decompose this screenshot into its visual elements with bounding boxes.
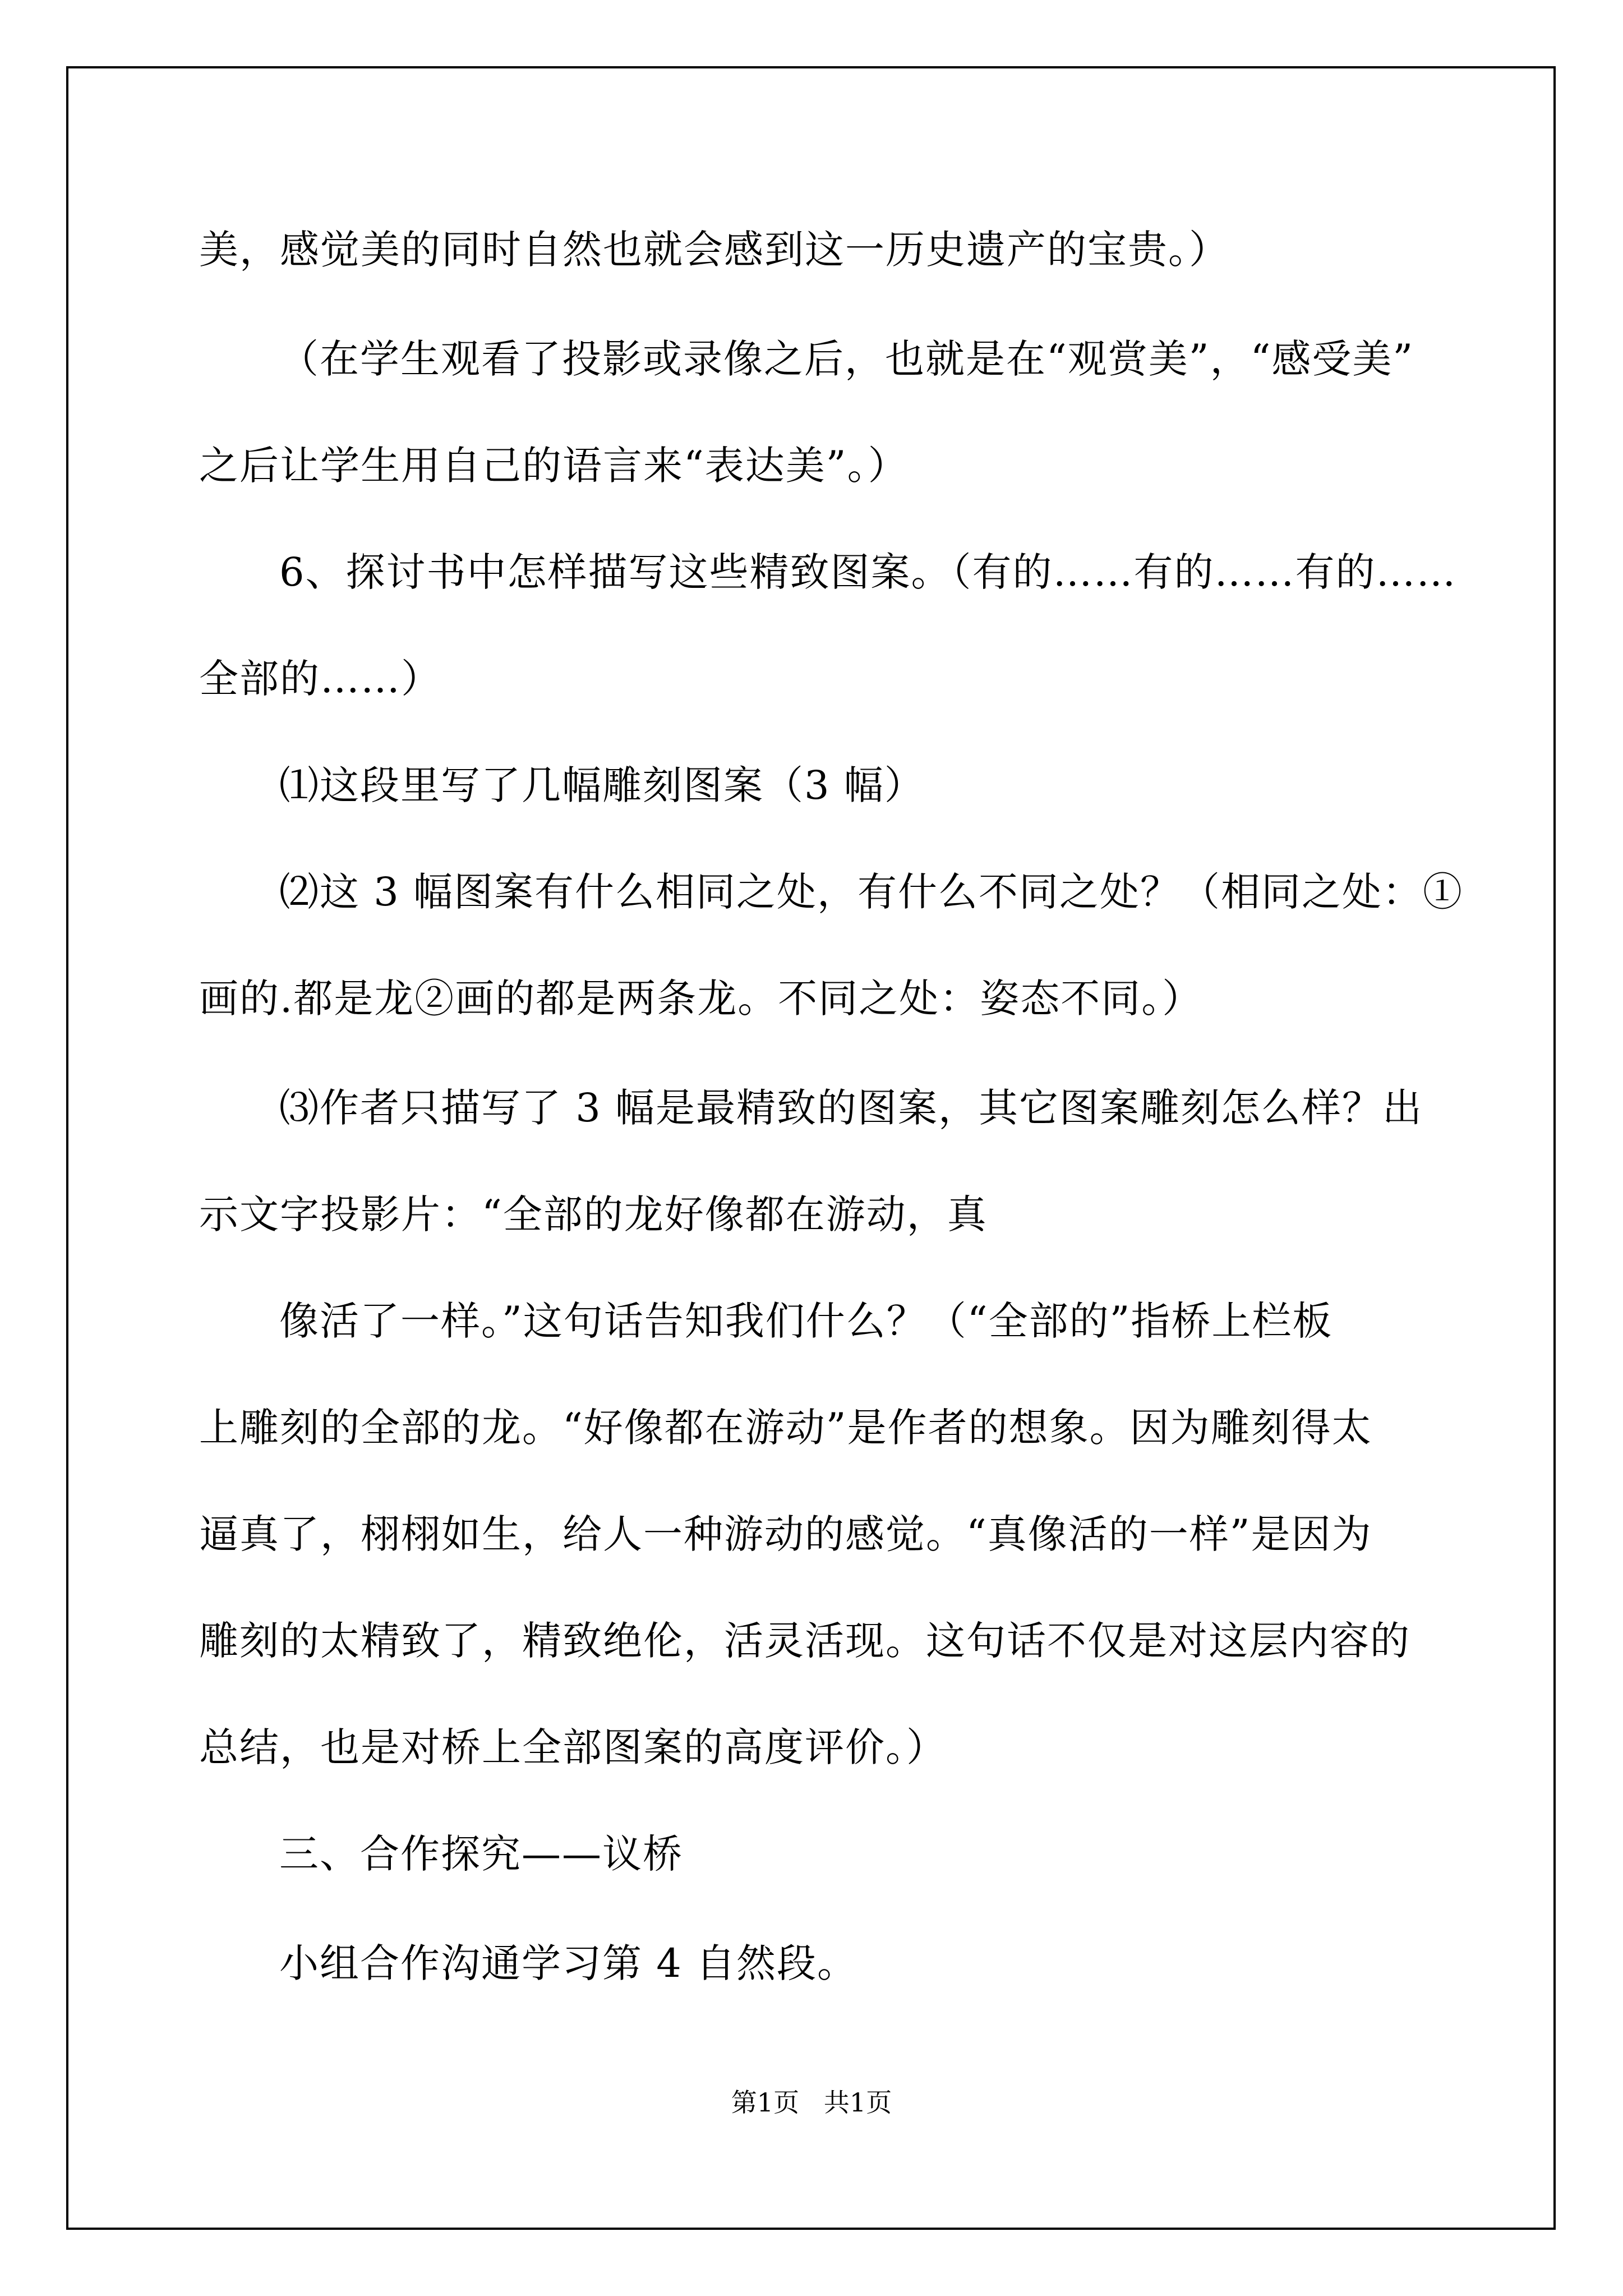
text-line: 上雕刻的全部的龙。“好像都在游动”是作者的想象。因为雕刻得太 [199, 1405, 1372, 1451]
text-line: 全部的……） [199, 656, 441, 702]
text-line: 美，感觉美的同时自然也就会感到这一历史遗产的宝贵。） [199, 227, 1229, 273]
text-line: 像活了一样。”这句话告知我们什么？（“全部的”指桥上栏板 [279, 1298, 1333, 1344]
text-line: 6、探讨书中怎样描写这些精致图案。（有的……有的……有的…… [279, 549, 1457, 595]
text-line: （在学生观看了投影或录像之后，也就是在“观赏美”，“感受美” [279, 336, 1414, 382]
text-line: ⑶作者只描写了 3 幅是最精致的图案，其它图案雕刻怎么样？出 [279, 1085, 1423, 1131]
text-line: ⑴这段里写了几幅雕刻图案（3 幅） [279, 762, 925, 808]
text-line: ⑵这 3 幅图案有什么相同之处，有什么不同之处？（相同之处：① [279, 869, 1464, 915]
text-line: 示文字投影片：“全部的龙好像都在游动，真 [199, 1191, 988, 1237]
text-line: 雕刻的太精致了，精致绝伦，活灵活现。这句话不仅是对这层内容的 [199, 1618, 1410, 1664]
page-number-footer: 第1页 共1页 [731, 2087, 892, 2118]
page-border [66, 66, 1556, 2230]
section-heading: 三、合作探究——议桥 [279, 1831, 683, 1877]
text-line: 之后让学生用自己的语言来“表达美”。） [199, 443, 909, 489]
text-line: 画的.都是龙②画的都是两条龙。不同之处：姿态不同。） [199, 976, 1203, 1022]
text-line: 逼真了，栩栩如生，给人一种游动的感觉。“真像活的一样”是因为 [199, 1511, 1372, 1557]
text-line: 总结，也是对桥上全部图案的高度评价。） [199, 1724, 947, 1770]
text-line: 小组合作沟通学习第 4 自然段。 [279, 1940, 858, 1986]
